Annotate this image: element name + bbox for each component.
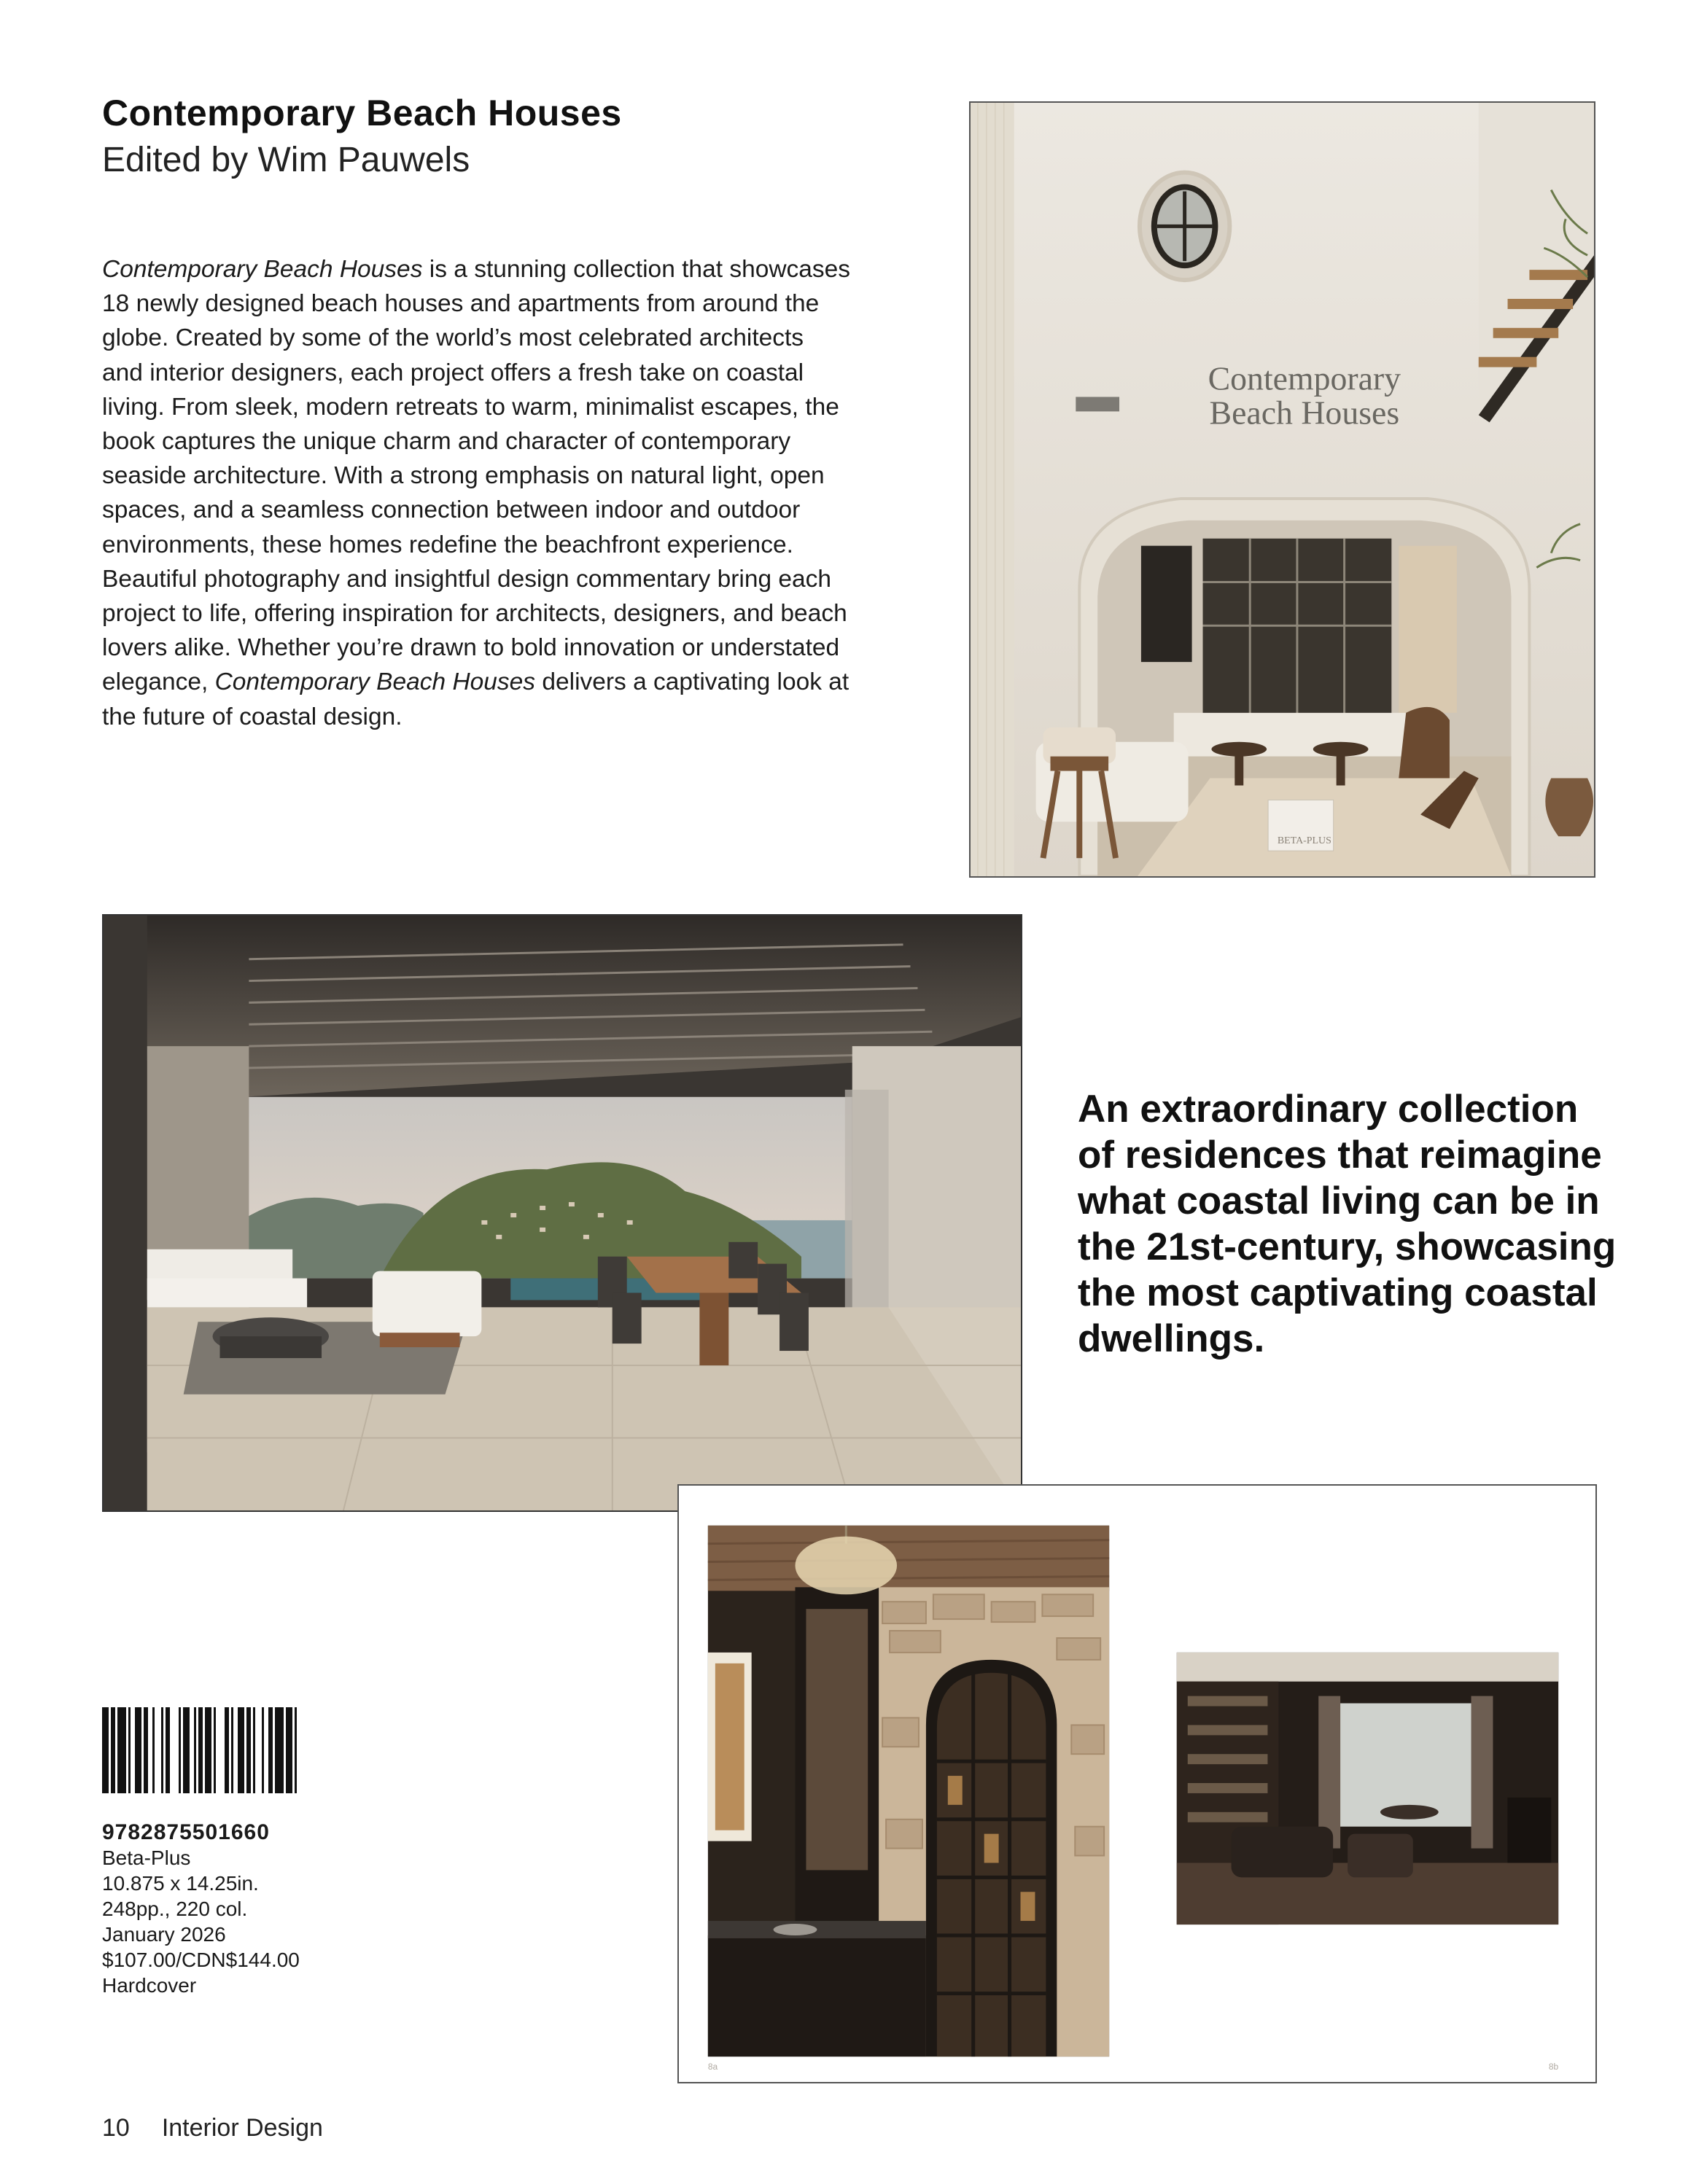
barcode-bar [275, 1707, 284, 1793]
description-line: lovers alike. Whether you’re drawn to bold innovation or understated [102, 634, 840, 662]
description-line: and interior designers, each project offers a fresh take on coastal [102, 359, 804, 386]
book-cover-image [969, 101, 1595, 878]
description-line: 18 newly designed beach houses and apartments from around the [102, 290, 820, 318]
book-spread-image [677, 1484, 1597, 2083]
barcode-bar [102, 1707, 109, 1793]
quote-line: the 21st-century, showcasing [1078, 1225, 1617, 1268]
book-description [102, 252, 893, 734]
barcode-bar [231, 1707, 233, 1793]
barcode-bar [144, 1707, 148, 1793]
barcode-bar [161, 1707, 163, 1793]
barcode-bar [194, 1707, 196, 1793]
publisher-name: Beta-Plus [102, 1846, 191, 1869]
barcode-graphic [102, 1707, 353, 1793]
description-text: delivers a captivating look at [535, 668, 849, 696]
description-line: living. From sleek, modern retreats to warm, minimalist escapes, the [102, 393, 839, 421]
publication-date: January 2026 [102, 1923, 226, 1946]
description-line: spaces, and a seamless connection between indoor and outdoor [102, 496, 801, 524]
pull-quote [1078, 1086, 1617, 1362]
barcode-bar [135, 1707, 141, 1793]
barcode-bar [262, 1707, 264, 1793]
barcode-bar [253, 1707, 255, 1793]
cover-publisher-mark: BETA-PLUS [1277, 835, 1331, 847]
description-line: globe. Created by some of the world’s most celebrated architects [102, 324, 804, 352]
barcode-bar [286, 1707, 292, 1793]
description-line: environments, these homes redefine the beachfront experience. [102, 531, 793, 558]
barcode-bar [268, 1707, 273, 1793]
barcode-bar [238, 1707, 244, 1793]
description-line: project to life, offering inspiration for architects, designers, and beach [102, 600, 847, 628]
terrace-illustration [104, 916, 1021, 1510]
quote-line: of residences that reimagine [1078, 1134, 1602, 1177]
description-line [102, 665, 893, 699]
barcode-bar [152, 1707, 155, 1793]
spread-illustration [679, 1486, 1595, 2082]
description-line: Beautiful photography and insightful design commentary bring each [102, 565, 832, 593]
book-editor: Edited by Wim Pauwels [102, 141, 470, 179]
spread-right-page-number: 8b [1548, 2062, 1559, 2072]
cover-title-line1: Contemporary [1208, 359, 1401, 397]
book-details [102, 1820, 300, 1998]
description-line: seaside architecture. With a strong emphasis on natural light, open [102, 462, 825, 490]
barcode-bar [179, 1707, 181, 1793]
footer-section-name: Interior Design [161, 2114, 323, 2142]
footer-page-number: 10 [102, 2114, 130, 2142]
book-price: $107.00/CDN$144.00 [102, 1949, 300, 1971]
description-line: book captures the unique charm and character of contemporary [102, 428, 791, 456]
barcode-bar [246, 1707, 251, 1793]
isbn-number: 9782875501660 [102, 1820, 270, 1844]
description-line: the future of coastal design. [102, 703, 403, 730]
book-binding: Hardcover [102, 1974, 197, 1997]
barcode-bar [205, 1707, 211, 1793]
barcode-bar [183, 1707, 190, 1793]
barcode-bar [214, 1707, 216, 1793]
book-dimensions: 10.875 x 14.25in. [102, 1872, 259, 1895]
terrace-photo [102, 914, 1022, 1512]
barcode-bar [111, 1707, 115, 1793]
barcode-bar [198, 1707, 203, 1793]
book-title: Contemporary Beach Houses [102, 93, 622, 133]
quote-line: what coastal living can be in [1078, 1179, 1600, 1222]
page-count: 248pp., 220 col. [102, 1898, 248, 1920]
barcode-bar [117, 1707, 126, 1793]
spread-left-page-number: 8a [707, 2062, 718, 2072]
description-text: elegance, [102, 668, 215, 696]
description-line [102, 252, 893, 286]
quote-line: An extraordinary collection [1078, 1088, 1579, 1131]
description-italic-title: Contemporary Beach Houses [102, 256, 423, 283]
cover-title-line2: Beach Houses [1209, 394, 1400, 432]
barcode-bar [295, 1707, 297, 1793]
quote-line: dwellings. [1078, 1317, 1265, 1360]
page-footer [102, 2114, 323, 2142]
description-text: is a stunning collection that showcases [422, 256, 851, 283]
barcode-bar [166, 1707, 170, 1793]
isbn-barcode [102, 1707, 353, 1793]
quote-line: the most captivating coastal [1078, 1271, 1598, 1314]
description-italic-title: Contemporary Beach Houses [214, 668, 536, 696]
barcode-bar [225, 1707, 229, 1793]
barcode-bar [128, 1707, 131, 1793]
book-cover-illustration [971, 103, 1594, 876]
